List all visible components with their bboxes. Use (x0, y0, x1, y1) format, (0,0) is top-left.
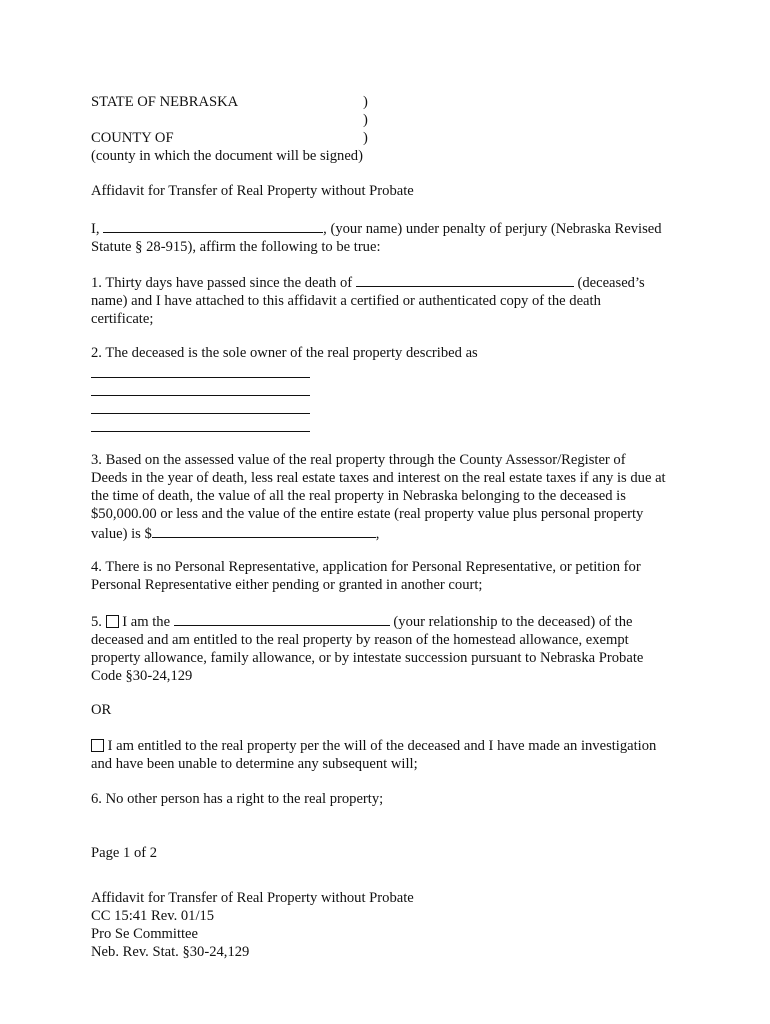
property-description-line-1[interactable] (91, 377, 310, 378)
p1-suffix: (deceased’s (577, 275, 645, 291)
name-field[interactable] (103, 218, 323, 233)
intro-prefix: I, (91, 221, 100, 237)
p1-line3: certificate; (91, 311, 154, 327)
paren-1: ) (363, 94, 368, 110)
p1-line2: name) and I have attached to this affidavit a certified or authenticated copy of the death (91, 293, 601, 309)
heir-checkbox[interactable] (106, 615, 119, 628)
will-checkbox[interactable] (91, 739, 104, 752)
p5-line3: property allowance, family allowance, or by intestate succession pursuant to Nebraska Probate (91, 650, 644, 666)
footer-form-title: Affidavit for Transfer of Real Property without Probate (91, 890, 414, 906)
document-title: Affidavit for Transfer of Real Property without Probate (91, 183, 414, 199)
paren-2: ) (363, 112, 368, 128)
p1-prefix: 1. Thirty days have passed since the death of (91, 275, 353, 291)
intro-paragraph (91, 218, 691, 256)
paragraph-6 (91, 790, 691, 808)
paragraph-5b (91, 737, 691, 773)
paragraph-3 (91, 451, 691, 543)
state-label: STATE OF NEBRASKA (91, 94, 239, 110)
p5-suffix: (your relationship to the deceased) of the (393, 614, 633, 630)
p5-line4: Code §30-24,129 (91, 668, 193, 684)
paren-3: ) (363, 130, 368, 146)
p5b-line1: I am entitled to the real property per the will of the deceased and I have made an investigation (107, 738, 657, 754)
deceased-name-field[interactable] (356, 272, 574, 287)
p6-text: 6. No other person has a right to the real property; (91, 791, 384, 807)
footer-committee: Pro Se Committee (91, 926, 199, 942)
footer-form-code: CC 15:41 Rev. 01/15 (91, 908, 215, 924)
paragraph-5 (91, 611, 691, 685)
p2-text: 2. The deceased is the sole owner of the real property described as (91, 345, 478, 361)
or-separator: OR (91, 702, 112, 718)
p5-prefix: I am the (122, 614, 171, 630)
p3-line5-prefix: value) is $ (91, 526, 152, 542)
form-footer (91, 889, 691, 961)
p3-line1: 3. Based on the assessed value of the real property through the County Assessor/Register of (91, 452, 626, 468)
county-note: (county in which the document will be signed) (91, 148, 363, 164)
p3-line3: the time of death, the value of all the real property in Nebraska belonging to the deceased is (91, 488, 626, 504)
property-description-line-2[interactable] (91, 395, 310, 396)
property-description-line-4[interactable] (91, 431, 310, 432)
p5b-line2: and have been unable to determine any subsequent will; (91, 756, 418, 772)
paragraph-4 (91, 558, 691, 594)
page-number: Page 1 of 2 (91, 845, 158, 861)
p3-line4: $50,000.00 or less and the value of the entire estate (real property value plus personal property (91, 506, 644, 522)
intro-line2: Statute § 28-915), affirm the following to be true: (91, 239, 381, 255)
venue-header (91, 93, 691, 165)
county-label: COUNTY OF (91, 130, 174, 146)
property-description-line-3[interactable] (91, 413, 310, 414)
p5-line2: deceased and am entitled to the real property by reason of the homestead allowance, exempt (91, 632, 629, 648)
paragraph-2 (91, 344, 691, 362)
intro-suffix: , (your name) under penalty of perjury (Nebraska Revised (323, 221, 662, 237)
p4-line1: 4. There is no Personal Representative, application for Personal Representative, or petition for (91, 559, 641, 575)
p3-line2: Deeds in the year of death, less real estate taxes and interest on the real estate taxes if any is due at (91, 470, 666, 486)
footer-statute: Neb. Rev. Stat. §30-24,129 (91, 944, 250, 960)
p4-line2: Personal Representative either pending or granted in another court; (91, 577, 483, 593)
paragraph-1 (91, 272, 691, 328)
p3-line5-suffix: , (375, 526, 380, 542)
estate-value-field[interactable] (152, 523, 376, 538)
p5-number: 5. (91, 614, 102, 630)
relationship-field[interactable] (174, 611, 390, 626)
